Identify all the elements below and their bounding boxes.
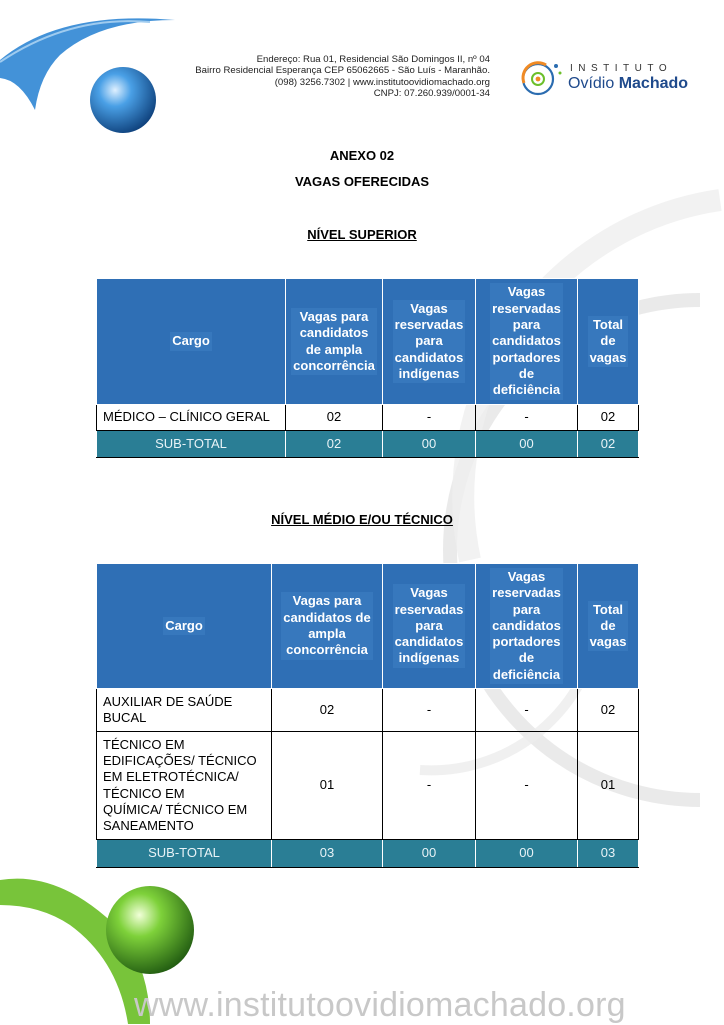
table-row: [97, 405, 639, 431]
header-ampla: Vagas para candidatos de ampla concorrência: [286, 279, 383, 405]
header-deficiencia: Vagas reservadas para candidatos portadores de deficiência: [476, 279, 578, 405]
header-deficiencia: Vagas reservadas para candidatos portadores de deficiência: [476, 564, 578, 689]
green-sphere-icon: [106, 886, 194, 974]
logo-name-regular: Ovídio: [568, 75, 615, 92]
header-indigenas: Vagas reservadas para candidatos indígenas: [383, 564, 476, 689]
address-line: Bairro Residencial Esperança CEP 65062665 - São Luís - Maranhão.: [195, 65, 490, 77]
cell-cargo: MÉDICO – CLÍNICO GERAL: [97, 405, 286, 431]
cell-total: 01: [578, 732, 639, 840]
table-row: [97, 732, 639, 840]
subtotal-label: SUB-TOTAL: [97, 431, 286, 458]
section-title: NÍVEL SUPERIOR: [307, 227, 417, 242]
header-cargo: Cargo: [97, 564, 272, 689]
footer-url: www.institutoovidiomachado.org: [134, 986, 626, 1024]
header-total: Total de vagas: [578, 564, 639, 689]
blue-sphere-icon: [90, 67, 156, 133]
cell-total: 02: [578, 689, 639, 732]
subtotal-row: [97, 840, 639, 868]
subtotal-total: 02: [578, 431, 639, 458]
subtotal-indigenas: 00: [383, 431, 476, 458]
logo-kicker: INSTITUTO: [570, 63, 673, 74]
header-cargo: Cargo: [97, 279, 286, 405]
subtotal-deficiencia: 00: [476, 431, 578, 458]
cell-ampla: 01: [272, 732, 383, 840]
cell-indigenas: -: [383, 405, 476, 431]
cell-total: 02: [578, 405, 639, 431]
subtotal-deficiencia: 00: [476, 840, 578, 868]
table-header-row: [97, 279, 639, 405]
table-header-row: [97, 564, 639, 689]
logo-name-bold: Machado: [618, 75, 689, 92]
subtotal-row: [97, 431, 639, 458]
cell-ampla: 02: [272, 689, 383, 732]
subtotal-indigenas: 00: [383, 840, 476, 868]
subtotal-label: SUB-TOTAL: [97, 840, 272, 868]
cell-deficiencia: -: [476, 689, 578, 732]
vagas-table-medio: [96, 563, 639, 868]
logo-name: [568, 75, 688, 93]
cell-cargo: TÉCNICO EM EDIFICAÇÕES/ TÉCNICO EM ELETROTÉCNICA/ TÉCNICO EM QUÍMICA/ TÉCNICO EM SANEAMENTO: [97, 732, 272, 840]
cell-deficiencia: -: [476, 732, 578, 840]
orbit-logo-icon: [516, 58, 564, 100]
subtotal-ampla: 02: [286, 431, 383, 458]
address-line: Endereço: Rua 01, Residencial São Domingos II, nº 04: [256, 54, 490, 65]
document-subtitle: VAGAS OFERECIDAS: [294, 174, 430, 189]
cell-cargo: AUXILIAR DE SAÚDE BUCAL: [97, 689, 272, 732]
cell-indigenas: -: [383, 689, 476, 732]
section-title: NÍVEL MÉDIO E/OU TÉCNICO: [271, 512, 453, 527]
institute-logo: [516, 58, 696, 100]
address-line: CNPJ: 07.260.939/0001-34: [373, 87, 490, 99]
subtotal-total: 03: [578, 840, 639, 868]
cell-ampla: 02: [286, 405, 383, 431]
vagas-table-superior: [96, 278, 639, 458]
cell-deficiencia: -: [476, 405, 578, 431]
subtotal-ampla: 03: [272, 840, 383, 868]
header-ampla: Vagas para candidatos de ampla concorrência: [272, 564, 383, 689]
header-indigenas: Vagas reservadas para candidatos indígenas: [383, 279, 476, 405]
address-line: (098) 3256.7302 | www.institutoovidiomachado.org: [274, 76, 490, 88]
header-total: Total de vagas: [578, 279, 639, 405]
annex-title: ANEXO 02: [329, 148, 395, 163]
cell-indigenas: -: [383, 732, 476, 840]
header-address: [160, 54, 490, 99]
table-row: [97, 689, 639, 732]
